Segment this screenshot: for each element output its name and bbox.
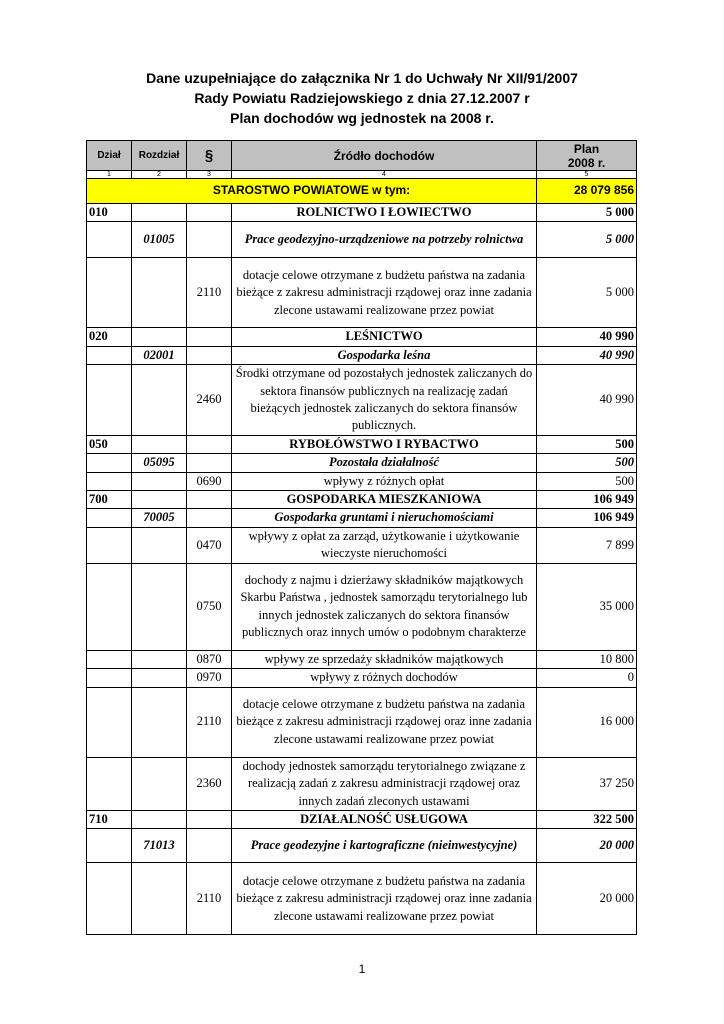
empty-cell (132, 863, 187, 935)
dzial-code: 010 (87, 204, 132, 222)
empty-cell (87, 757, 132, 810)
empty-cell (187, 222, 232, 258)
empty-cell (132, 687, 187, 757)
header-plan (537, 141, 637, 171)
income-plan-table (86, 140, 637, 935)
col-number: 4 (232, 171, 537, 179)
empty-cell (187, 454, 232, 472)
col-number: 3 (187, 171, 232, 179)
header-rozdzial: Rozdział (132, 141, 187, 171)
rozdzial-code: 02001 (132, 346, 187, 364)
paragraf-value: 7 899 (537, 527, 637, 563)
table-header-row (87, 141, 637, 171)
dzial-value: 5 000 (537, 204, 637, 222)
paragraf-name: wpływy z opłat za zarząd, użytkowanie i użytkowanie wieczyste nieruchomości (232, 527, 537, 563)
col-number: 1 (87, 171, 132, 179)
rozdzial-name: Pozostała działalność (232, 454, 537, 472)
header-paragraf: § (187, 141, 232, 171)
paragraf-value: 40 990 (537, 365, 637, 436)
paragraf-name: wpływy ze sprzedaży składników majątkowych (232, 650, 537, 668)
rozdzial-value: 5 000 (537, 222, 637, 258)
paragraf-code: 0690 (187, 472, 232, 490)
empty-cell (132, 472, 187, 490)
empty-cell (87, 527, 132, 563)
dzial-code: 700 (87, 491, 132, 509)
dzial-row (87, 810, 637, 828)
empty-cell (132, 365, 187, 436)
paragraf-name: Środki otrzymane od pozostałych jednostek zaliczanych do sektora finansów publicznych na realizację zadań bieżących jednostek zaliczanych do sektora finansów publicznych. (232, 365, 537, 436)
paragraf-code: 2110 (187, 687, 232, 757)
header-dzial: Dział (87, 141, 132, 171)
rozdzial-row (87, 829, 637, 863)
empty-cell (132, 563, 187, 650)
rozdzial-name: Gospodarka gruntami i nieruchomościami (232, 509, 537, 527)
empty-cell (87, 222, 132, 258)
dzial-name: DZIAŁALNOŚĆ USŁUGOWA (232, 810, 537, 828)
paragraf-row (87, 527, 637, 563)
header-plan-line2: 2008 r. (567, 155, 606, 170)
paragraf-name: dochody jednostek samorządu terytorialnego związane z realizacją zadań z zakresu administracji rządowej oraz innych zadań zleconych ustawami (232, 757, 537, 810)
paragraf-value: 35 000 (537, 563, 637, 650)
empty-cell (87, 258, 132, 328)
column-number-row (87, 171, 637, 179)
paragraf-value: 5 000 (537, 258, 637, 328)
dzial-row (87, 435, 637, 453)
rozdzial-code: 70005 (132, 509, 187, 527)
empty-cell (132, 669, 187, 687)
empty-cell (87, 346, 132, 364)
empty-cell (132, 810, 187, 828)
paragraf-value: 20 000 (537, 863, 637, 935)
paragraf-value: 10 800 (537, 650, 637, 668)
dzial-row (87, 491, 637, 509)
empty-cell (87, 365, 132, 436)
paragraf-name: dotacje celowe otrzymane z budżetu państwa na zadania bieżące z zakresu administracji rządowej oraz inne zadania zlecone ustawami realizowane przez powiat (232, 258, 537, 328)
title-line-1: Dane uzupełniające do załącznika Nr 1 do Uchwały Nr XII/91/2007 (146, 70, 578, 86)
empty-cell (187, 509, 232, 527)
rozdzial-value: 500 (537, 454, 637, 472)
page-number: 1 (358, 962, 366, 976)
dzial-code: 050 (87, 435, 132, 453)
empty-cell (87, 454, 132, 472)
paragraf-name: dotacje celowe otrzymane z budżetu państwa na zadania bieżące z zakresu administracji rządowej oraz inne zadania zlecone ustawami realizowane przez powiat (232, 687, 537, 757)
paragraf-row (87, 863, 637, 935)
paragraf-row (87, 365, 637, 436)
paragraf-code: 0970 (187, 669, 232, 687)
paragraf-row (87, 472, 637, 490)
document-title (0, 68, 724, 128)
paragraf-name: dochody z najmu i dzierżawy składników majątkowych Skarbu Państwa , jednostek samorządu terytorialnego lub innych jednostek zaliczanych do sektora finansów publicznych oraz innych umów o podobnym charakterze (232, 563, 537, 650)
header-zrodlo: Źródło dochodów (232, 141, 537, 171)
paragraf-code: 2110 (187, 258, 232, 328)
empty-cell (132, 527, 187, 563)
starostwo-value: 28 079 856 (537, 179, 637, 204)
col-number: 2 (132, 171, 187, 179)
empty-cell (87, 650, 132, 668)
paragraf-row (87, 258, 637, 328)
empty-cell (87, 687, 132, 757)
empty-cell (132, 435, 187, 453)
rozdzial-row (87, 346, 637, 364)
starostwo-label: STAROSTWO POWIATOWE w tym: (87, 179, 537, 204)
dzial-value: 500 (537, 435, 637, 453)
rozdzial-value: 40 990 (537, 346, 637, 364)
empty-cell (187, 204, 232, 222)
rozdzial-name: Gospodarka leśna (232, 346, 537, 364)
empty-cell (187, 810, 232, 828)
empty-cell (132, 491, 187, 509)
empty-cell (87, 863, 132, 935)
paragraf-code: 0870 (187, 650, 232, 668)
paragraf-name: wpływy z różnych opłat (232, 472, 537, 490)
empty-cell (87, 472, 132, 490)
paragraf-row (87, 757, 637, 810)
paragraf-row (87, 650, 637, 668)
paragraf-value: 0 (537, 669, 637, 687)
empty-cell (132, 328, 187, 346)
dzial-value: 40 990 (537, 328, 637, 346)
paragraf-row (87, 563, 637, 650)
dzial-row (87, 328, 637, 346)
dzial-name: ROLNICTWO I ŁOWIECTWO (232, 204, 537, 222)
dzial-row (87, 204, 637, 222)
dzial-name: GOSPODARKA MIESZKANIOWA (232, 491, 537, 509)
rozdzial-value: 106 949 (537, 509, 637, 527)
empty-cell (87, 669, 132, 687)
rozdzial-name: Prace geodezyjne i kartograficzne (nieinwestycyjne) (232, 829, 537, 863)
paragraf-row (87, 687, 637, 757)
empty-cell (87, 509, 132, 527)
paragraf-code: 2110 (187, 863, 232, 935)
starostwo-row (87, 179, 637, 204)
title-line-3: Plan dochodów wg jednostek na 2008 r. (230, 110, 494, 126)
dzial-code: 710 (87, 810, 132, 828)
paragraf-name: wpływy z różnych dochodów (232, 669, 537, 687)
paragraf-code: 2460 (187, 365, 232, 436)
empty-cell (132, 258, 187, 328)
rozdzial-value: 20 000 (537, 829, 637, 863)
empty-cell (132, 757, 187, 810)
paragraf-value: 500 (537, 472, 637, 490)
empty-cell (187, 435, 232, 453)
empty-cell (187, 491, 232, 509)
paragraf-row (87, 669, 637, 687)
rozdzial-code: 71013 (132, 829, 187, 863)
dzial-value: 106 949 (537, 491, 637, 509)
header-plan-line1: Plan (573, 141, 600, 156)
rozdzial-code: 01005 (132, 222, 187, 258)
paragraf-code: 2360 (187, 757, 232, 810)
dzial-name: LEŚNICTWO (232, 328, 537, 346)
empty-cell (187, 829, 232, 863)
paragraf-code: 0750 (187, 563, 232, 650)
rozdzial-code: 05095 (132, 454, 187, 472)
dzial-name: RYBOŁÓWSTWO I RYBACTWO (232, 435, 537, 453)
paragraf-code: 0470 (187, 527, 232, 563)
empty-cell (87, 563, 132, 650)
rozdzial-row (87, 454, 637, 472)
paragraf-value: 16 000 (537, 687, 637, 757)
dzial-code: 020 (87, 328, 132, 346)
paragraf-value: 37 250 (537, 757, 637, 810)
empty-cell (187, 328, 232, 346)
rozdzial-name: Prace geodezyjno-urządzeniowe na potrzeby rolnictwa (232, 222, 537, 258)
title-line-2: Rady Powiatu Radziejowskiego z dnia 27.12.2007 r (194, 90, 530, 106)
empty-cell (132, 204, 187, 222)
rozdzial-row (87, 509, 637, 527)
empty-cell (87, 829, 132, 863)
rozdzial-row (87, 222, 637, 258)
col-number: 5 (537, 171, 637, 179)
empty-cell (132, 650, 187, 668)
dzial-value: 322 500 (537, 810, 637, 828)
paragraf-name: dotacje celowe otrzymane z budżetu państwa na zadania bieżące z zakresu administracji rządowej oraz inne zadania zlecone ustawami realizowane przez powiat (232, 863, 537, 935)
empty-cell (187, 346, 232, 364)
